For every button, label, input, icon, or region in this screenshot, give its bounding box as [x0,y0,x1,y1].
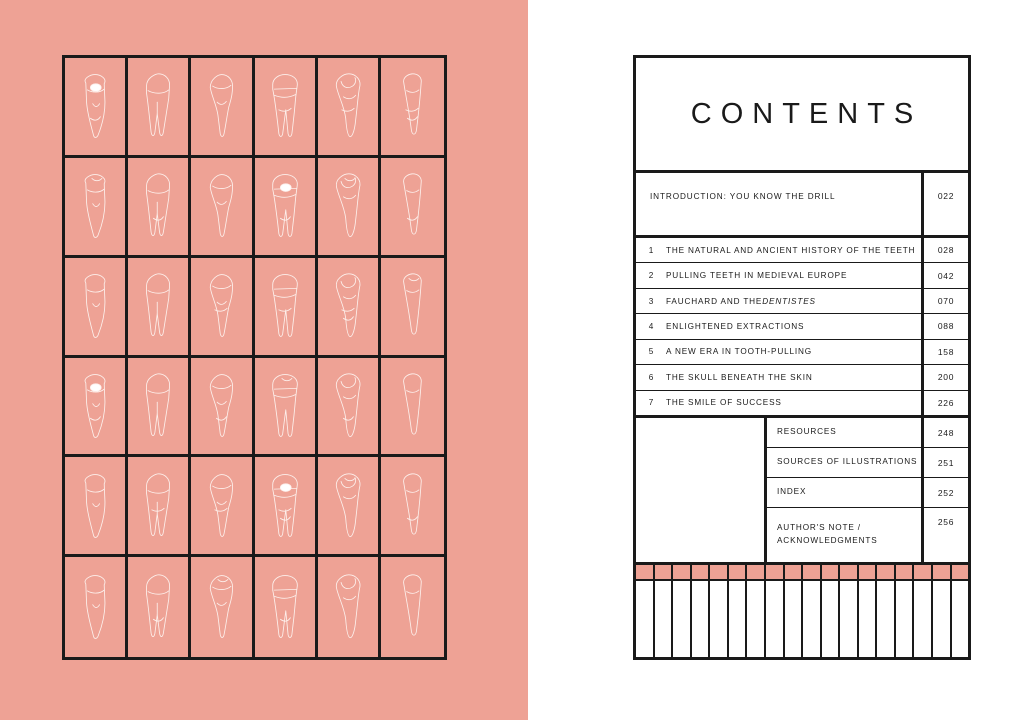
toc-back-matter-label-cell [767,478,924,507]
toc-back-matter-page: 248 [937,427,955,438]
contents-footer-pattern [636,562,968,657]
tooth-illustration-cell [128,557,191,657]
footer-stripe [952,581,969,657]
footer-stripe [747,565,766,579]
tooth-illustration-cell [318,358,381,458]
footer-stripe [747,581,766,657]
tooth-illustration-cell [128,457,191,557]
toc-chapter-title [666,263,924,287]
footer-stripe [952,565,969,579]
toc-chapter-title-text: THE SKULL BENEATH THE SKIN [666,372,813,382]
toc-chapter-page: 158 [937,346,955,357]
toc-chapter-title [666,289,924,313]
footer-stripe [914,581,933,657]
toc-introduction-page-cell [924,173,968,235]
toc-chapter-number: 1 [648,245,654,255]
toc-back-matter-row[interactable] [767,418,968,448]
toc-introduction-label-cell [636,173,924,235]
footer-stripe [859,565,878,579]
footer-stripe [692,581,711,657]
footer-stripe [803,565,822,579]
tooth-illustration-cell [191,358,254,458]
tooth-illustration-cell [65,457,128,557]
toc-row-introduction[interactable] [636,173,968,238]
tooth-illustration-cell [191,457,254,557]
tooth-illustration-cell [255,358,318,458]
footer-stripe [673,581,692,657]
tooth-illustration-cell [318,457,381,557]
tooth-illustration-cell [255,58,318,158]
toc-chapter-page: 088 [937,321,955,332]
toc-chapter-title-text: THE SMILE OF SUCCESS [666,398,782,408]
tooth-illustration-cell [381,358,444,458]
toc-chapter-row[interactable] [636,263,968,288]
toc-chapter-number: 3 [648,296,654,306]
toc-chapter-row[interactable] [636,391,968,418]
footer-pink-stripes [636,565,968,581]
footer-stripe [877,565,896,579]
toc-chapter-title [666,340,924,364]
toc-chapter-title-text: ENLIGHTENED EXTRACTIONS [666,321,805,331]
contents-title-box [636,58,968,173]
toc-introduction-page: 022 [937,191,955,201]
toc-back-matter-list [767,418,968,562]
footer-stripe [896,565,915,579]
footer-stripe [785,565,804,579]
footer-stripe [710,565,729,579]
toc-chapter-page: 226 [937,397,955,408]
footer-stripe [840,565,859,579]
toc-chapter-title-text: FAUCHARD AND THE [666,296,763,306]
footer-stripe [840,581,859,657]
toc-chapter-row[interactable] [636,289,968,314]
toc-introduction-label: INTRODUCTION: YOU KNOW THE DRILL [650,191,836,201]
tooth-illustration-cell [318,158,381,258]
tooth-illustration-cell [318,258,381,358]
toc-chapter-title-text: PULLING TEETH IN MEDIEVAL EUROPE [666,271,848,281]
toc-chapter-title [666,365,924,389]
toc-chapter-row[interactable] [636,340,968,365]
tooth-illustration-cell [191,258,254,358]
tooth-illustration-cell [318,557,381,657]
footer-stripe [933,581,952,657]
tooth-illustration-cell [318,58,381,158]
footer-stripe [692,565,711,579]
footer-stripe [636,581,655,657]
footer-stripe [766,565,785,579]
footer-stripe [933,565,952,579]
page-title: CONTENTS [690,97,923,130]
footer-stripe [673,565,692,579]
toc-chapter-title-italic: DENTISTES [762,296,816,306]
toc-back-matter-row[interactable] [767,478,968,508]
tooth-illustration-cell [191,557,254,657]
toc-back-matter [636,418,968,562]
tooth-illustration-cell [65,158,128,258]
footer-stripe [766,581,785,657]
toc-chapter-title-text: A NEW ERA IN TOOTH-PULLING [666,347,812,357]
toc-chapter-number: 2 [648,271,654,281]
tooth-illustration-cell [128,58,191,158]
footer-stripe [803,581,822,657]
toc-chapter-row[interactable] [636,365,968,390]
toc-back-matter-row[interactable] [767,448,968,478]
toc-back-matter-label-cell [767,448,924,477]
tooth-illustration-cell [255,557,318,657]
toc-back-matter-page: 256 [937,517,955,527]
footer-stripe [914,565,933,579]
toc-back-matter-page: 252 [937,487,955,498]
toc-chapter-page: 042 [937,270,955,281]
toc-chapter-row[interactable] [636,238,968,263]
footer-stripe [729,565,748,579]
tooth-illustration-grid [62,55,447,660]
footer-stripe [729,581,748,657]
tooth-illustration-cell [65,358,128,458]
toc-back-matter-label: INDEX [777,487,807,497]
toc-chapter-number: 5 [648,347,654,357]
tooth-illustration-cell [255,457,318,557]
tooth-illustration-cell [65,557,128,657]
toc-back-matter-label-cell [767,508,924,562]
footer-stripe [877,581,896,657]
tooth-illustration-cell [255,258,318,358]
footer-stripe [785,581,804,657]
tooth-illustration-cell [381,457,444,557]
tooth-illustration-cell [381,158,444,258]
tooth-illustration-cell [381,258,444,358]
toc-back-matter-label: AUTHOR'S NOTE / [777,523,861,533]
toc-back-matter-label-cell [767,418,924,447]
footer-stripe [859,581,878,657]
right-page [528,0,1020,720]
tooth-illustration-cell [381,58,444,158]
toc-chapter-page: 200 [937,372,955,383]
tooth-illustration-cell [128,358,191,458]
toc-blank-panel [636,418,767,562]
tooth-illustration-cell [381,557,444,657]
toc-back-matter-label: RESOURCES [777,427,837,437]
tooth-illustration-cell [128,258,191,358]
footer-stripe [822,581,841,657]
toc-chapter-title [666,314,924,338]
footer-stripe [636,565,655,579]
toc-chapter-title [666,391,924,415]
toc-chapter-title-text: THE NATURAL AND ANCIENT HISTORY OF THE TEETH [666,245,916,255]
tooth-illustration-cell [65,58,128,158]
tooth-illustration-cell [255,158,318,258]
toc-chapter-number: 7 [648,398,654,408]
tooth-illustration-cell [191,58,254,158]
footer-stripe [655,581,674,657]
toc-chapter-title [666,238,924,262]
toc-back-matter-page: 251 [937,457,955,468]
toc-chapter-page: 028 [937,245,955,256]
footer-stripe [710,581,729,657]
footer-stripe [655,565,674,579]
contents-frame [633,55,971,660]
tooth-illustration-cell [65,258,128,358]
toc-chapter-page: 070 [937,296,955,307]
footer-white-stripes [636,581,968,657]
toc-chapter-number: 4 [648,321,654,331]
tooth-illustration-cell [128,158,191,258]
tooth-illustration-cell [191,158,254,258]
toc-chapter-number: 6 [648,372,654,382]
toc-chapter-list [636,238,968,418]
toc-back-matter-label-line2: ACKNOWLEDGMENTS [777,536,878,545]
toc-back-matter-row[interactable] [767,508,968,562]
footer-stripe [896,581,915,657]
toc-chapter-row[interactable] [636,314,968,339]
toc-back-matter-label: SOURCES OF ILLUSTRATIONS [777,457,918,467]
footer-stripe [822,565,841,579]
